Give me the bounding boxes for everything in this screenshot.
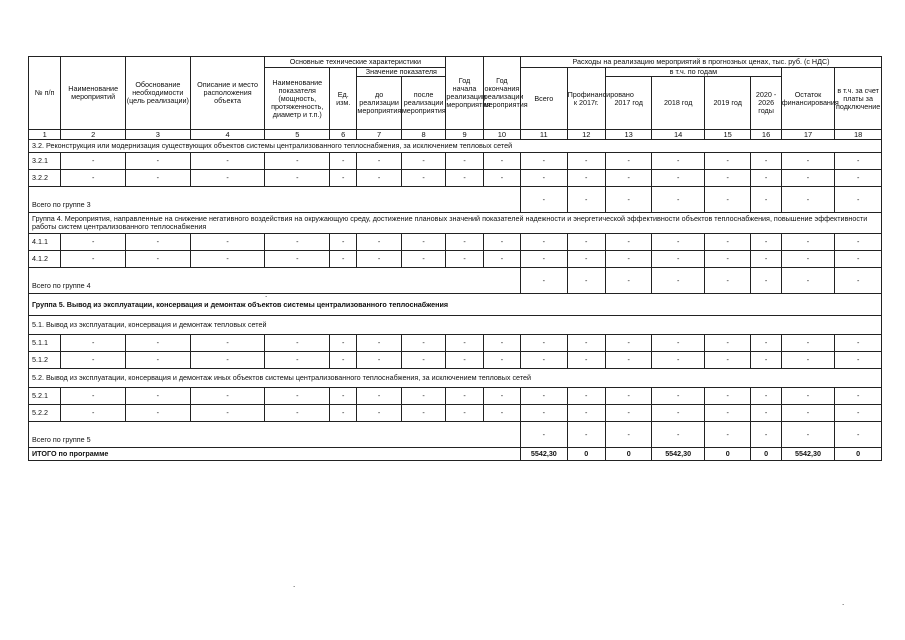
scan-speck: . [293, 580, 296, 589]
group-total-row [29, 268, 882, 294]
table-row [29, 405, 882, 422]
cell-dash: - [126, 170, 191, 187]
row-number: 4.1.2 [29, 251, 61, 268]
cell-dash: - [835, 422, 882, 448]
table-row [29, 234, 882, 251]
cell-dash: - [605, 335, 651, 352]
col-number: 4 [190, 130, 265, 140]
cell-dash: - [835, 352, 882, 369]
col-number: 1 [29, 130, 61, 140]
cell-dash: - [751, 352, 781, 369]
cell-dash: - [751, 153, 781, 170]
cell-dash: - [835, 187, 882, 213]
table-row [29, 170, 882, 187]
cell-dash: - [330, 170, 357, 187]
cell-dash: - [521, 234, 567, 251]
col-number: 13 [605, 130, 651, 140]
cell-dash: - [567, 268, 605, 294]
cell-dash: - [652, 422, 705, 448]
cell-dash: - [446, 352, 483, 369]
cell-dash: - [330, 388, 357, 405]
cell-dash: - [567, 187, 605, 213]
cell-dash: - [835, 268, 882, 294]
cell-dash: - [190, 170, 265, 187]
cell-dash: - [190, 335, 265, 352]
cell-dash: - [401, 388, 446, 405]
cell-dash: - [751, 335, 781, 352]
cell-dash: - [61, 405, 126, 422]
cell-dash: - [751, 234, 781, 251]
grand-total-value: 5542,30 [521, 448, 567, 461]
col-header-after: после реализации мероприятия [401, 77, 446, 130]
cell-dash: - [126, 251, 191, 268]
cell-dash: - [401, 352, 446, 369]
cell-dash: - [567, 234, 605, 251]
section-heading-5-2: 5.2. Вывод из эксплуатации, консервация и демонтаж иных объектов системы централизованного теплоснабжения, за исключением тепловых сетей [29, 369, 882, 388]
cell-dash: - [567, 153, 605, 170]
col-number: 14 [652, 130, 705, 140]
cell-dash: - [483, 234, 520, 251]
cell-dash: - [781, 335, 835, 352]
cell-dash: - [330, 335, 357, 352]
col-header-value-group: Значение показателя [357, 68, 446, 77]
cell-dash: - [126, 153, 191, 170]
cell-dash: - [835, 405, 882, 422]
cell-dash: - [190, 234, 265, 251]
row-number: 5.2.1 [29, 388, 61, 405]
cell-dash: - [61, 335, 126, 352]
cell-dash: - [704, 388, 750, 405]
cell-dash: - [835, 388, 882, 405]
cell-dash: - [567, 422, 605, 448]
cell-dash: - [605, 153, 651, 170]
cell-dash: - [190, 352, 265, 369]
cell-dash: - [357, 405, 401, 422]
cell-dash: - [357, 352, 401, 369]
cell-dash: - [61, 170, 126, 187]
col-header-indicator: Наименование показателя (мощность, протяженность, диаметр и т.п.) [265, 68, 330, 130]
col-number: 15 [704, 130, 750, 140]
col-number: 5 [265, 130, 330, 140]
cell-dash: - [704, 405, 750, 422]
cell-dash: - [330, 251, 357, 268]
cell-dash: - [704, 187, 750, 213]
cell-dash: - [330, 153, 357, 170]
cell-dash: - [446, 388, 483, 405]
cell-dash: - [605, 422, 651, 448]
col-number: 18 [835, 130, 882, 140]
cell-dash: - [483, 251, 520, 268]
cell-dash: - [357, 251, 401, 268]
grand-financed-value: 0 [567, 448, 605, 461]
cell-dash: - [781, 352, 835, 369]
cell-dash: - [835, 251, 882, 268]
cell-dash: - [190, 251, 265, 268]
cell-dash: - [781, 234, 835, 251]
grand-total-row [29, 448, 882, 461]
cell-dash: - [401, 405, 446, 422]
cell-dash: - [265, 153, 330, 170]
cell-dash: - [483, 388, 520, 405]
col-header-years-group: в т.ч. по годам [605, 68, 781, 77]
col-number: 17 [781, 130, 835, 140]
cell-dash: - [446, 405, 483, 422]
cell-dash: - [521, 187, 567, 213]
cell-dash: - [652, 187, 705, 213]
cell-dash: - [357, 234, 401, 251]
cell-dash: - [483, 170, 520, 187]
group-total-label: Всего по группе 3 [29, 187, 521, 213]
cell-dash: - [483, 153, 520, 170]
grand-total-label: ИТОГО по программе [29, 448, 521, 461]
section-heading-5-1: 5.1. Вывод из эксплуатации, консервация и демонтаж тепловых сетей [29, 316, 882, 335]
row-number: 3.2.1 [29, 153, 61, 170]
grand-2017-value: 0 [605, 448, 651, 461]
cell-dash: - [652, 352, 705, 369]
cell-dash: - [190, 153, 265, 170]
cell-dash: - [330, 234, 357, 251]
cell-dash: - [446, 251, 483, 268]
row-number: 4.1.1 [29, 234, 61, 251]
col-header-remaining: Остаток финансирования [781, 68, 835, 130]
cell-dash: - [446, 335, 483, 352]
cell-dash: - [265, 388, 330, 405]
col-number: 7 [357, 130, 401, 140]
cell-dash: - [61, 352, 126, 369]
cell-dash: - [521, 153, 567, 170]
cell-dash: - [61, 251, 126, 268]
cell-dash: - [751, 187, 781, 213]
cell-dash: - [357, 335, 401, 352]
cell-dash: - [357, 153, 401, 170]
cell-dash: - [781, 153, 835, 170]
cell-dash: - [567, 405, 605, 422]
cell-dash: - [567, 352, 605, 369]
cell-dash: - [61, 153, 126, 170]
cell-dash: - [704, 170, 750, 187]
col-number: 10 [483, 130, 520, 140]
cell-dash: - [190, 388, 265, 405]
cell-dash: - [751, 251, 781, 268]
group-total-label: Всего по группе 5 [29, 422, 521, 448]
group-total-label: Всего по группе 4 [29, 268, 521, 294]
cell-dash: - [751, 422, 781, 448]
col-number: 6 [330, 130, 357, 140]
scan-speck: . [842, 598, 845, 607]
cell-dash: - [446, 234, 483, 251]
cell-dash: - [521, 388, 567, 405]
cell-dash: - [401, 335, 446, 352]
table-row [29, 251, 882, 268]
cell-dash: - [126, 335, 191, 352]
cell-dash: - [61, 234, 126, 251]
grand-2018-value: 5542,30 [652, 448, 705, 461]
col-header-2017: 2017 год [605, 77, 651, 130]
cell-dash: - [521, 422, 567, 448]
cell-dash: - [521, 352, 567, 369]
cell-dash: - [357, 388, 401, 405]
cell-dash: - [401, 234, 446, 251]
col-number: 2 [61, 130, 126, 140]
cell-dash: - [652, 405, 705, 422]
cell-dash: - [605, 187, 651, 213]
cell-dash: - [401, 251, 446, 268]
col-header-before: до реализации мероприятия [357, 77, 401, 130]
table-row [29, 335, 882, 352]
col-header-justification: Обоснование необходимости (цель реализации) [126, 57, 191, 130]
cell-dash: - [751, 170, 781, 187]
table-row [29, 352, 882, 369]
cell-dash: - [483, 352, 520, 369]
cell-dash: - [521, 268, 567, 294]
cell-dash: - [265, 170, 330, 187]
cell-dash: - [605, 405, 651, 422]
group-total-row [29, 187, 882, 213]
cell-dash: - [190, 405, 265, 422]
cell-dash: - [605, 170, 651, 187]
cell-dash: - [652, 388, 705, 405]
table-header [29, 57, 882, 140]
cell-dash: - [521, 405, 567, 422]
cell-dash: - [605, 234, 651, 251]
cell-dash: - [652, 170, 705, 187]
table-row [29, 388, 882, 405]
cell-dash: - [605, 251, 651, 268]
col-header-connection: в т.ч. за счет платы за подключение [835, 68, 882, 130]
investment-program-table [28, 56, 882, 461]
cell-dash: - [567, 251, 605, 268]
cell-dash: - [781, 422, 835, 448]
cell-dash: - [704, 234, 750, 251]
cell-dash: - [605, 352, 651, 369]
cell-dash: - [330, 405, 357, 422]
cell-dash: - [521, 251, 567, 268]
col-header-2020-2026: 2020 - 2026 годы [751, 77, 781, 130]
row-number: 5.1.2 [29, 352, 61, 369]
row-number: 3.2.2 [29, 170, 61, 187]
col-header-start-year: Год начала реализации мероприятия [446, 57, 483, 130]
cell-dash: - [567, 335, 605, 352]
cell-dash: - [265, 251, 330, 268]
col-header-2018: 2018 год [652, 77, 705, 130]
col-header-2019: 2019 год [704, 77, 750, 130]
cell-dash: - [126, 405, 191, 422]
cell-dash: - [605, 268, 651, 294]
cell-dash: - [567, 388, 605, 405]
col-number: 3 [126, 130, 191, 140]
col-header-total: Всего [521, 68, 567, 130]
col-header-financed: Профинансировано к 2017г. [567, 68, 605, 130]
section-heading-3-2: 3.2. Реконструкция или модернизация существующих объектов системы централизованного теплоснабжения, за исключением тепловых сетей [29, 140, 882, 153]
col-header-number: № п/п [29, 57, 61, 130]
group-total-row [29, 422, 882, 448]
cell-dash: - [704, 335, 750, 352]
cell-dash: - [781, 388, 835, 405]
cell-dash: - [330, 352, 357, 369]
col-number: 11 [521, 130, 567, 140]
col-number: 9 [446, 130, 483, 140]
grand-remaining-value: 5542,30 [781, 448, 835, 461]
grand-connection-value: 0 [835, 448, 882, 461]
col-header-name: Наименование мероприятий [61, 57, 126, 130]
cell-dash: - [781, 170, 835, 187]
cell-dash: - [126, 352, 191, 369]
cell-dash: - [652, 234, 705, 251]
cell-dash: - [652, 335, 705, 352]
col-header-tech-group: Основные технические характеристики [265, 57, 446, 68]
cell-dash: - [835, 153, 882, 170]
cell-dash: - [652, 251, 705, 268]
cell-dash: - [265, 335, 330, 352]
cell-dash: - [605, 388, 651, 405]
cell-dash: - [446, 153, 483, 170]
cell-dash: - [704, 251, 750, 268]
column-number-row [29, 130, 882, 140]
section-heading-group-5: Группа 5. Вывод из эксплуатации, консервация и демонтаж объектов системы централизованного теплоснабжения [29, 294, 882, 316]
cell-dash: - [835, 335, 882, 352]
cell-dash: - [835, 234, 882, 251]
grand-2019-value: 0 [704, 448, 750, 461]
cell-dash: - [652, 153, 705, 170]
cell-dash: - [835, 170, 882, 187]
cell-dash: - [781, 251, 835, 268]
cell-dash: - [357, 170, 401, 187]
cell-dash: - [751, 268, 781, 294]
cell-dash: - [61, 388, 126, 405]
cell-dash: - [781, 187, 835, 213]
cell-dash: - [781, 405, 835, 422]
cell-dash: - [483, 335, 520, 352]
col-number: 16 [751, 130, 781, 140]
cell-dash: - [751, 388, 781, 405]
col-header-cost-group: Расходы на реализацию мероприятий в прогнозных ценах, тыс. руб. (с НДС) [521, 57, 882, 68]
cell-dash: - [401, 170, 446, 187]
cell-dash: - [704, 422, 750, 448]
cell-dash: - [265, 405, 330, 422]
cell-dash: - [781, 268, 835, 294]
row-number: 5.2.2 [29, 405, 61, 422]
col-header-end-year: Год окончания реализации мероприятия [483, 57, 520, 130]
cell-dash: - [704, 268, 750, 294]
cell-dash: - [265, 234, 330, 251]
cell-dash: - [126, 388, 191, 405]
investment-program-table-container [28, 56, 882, 461]
cell-dash: - [483, 405, 520, 422]
col-number: 8 [401, 130, 446, 140]
cell-dash: - [652, 268, 705, 294]
col-number: 12 [567, 130, 605, 140]
cell-dash: - [265, 352, 330, 369]
col-header-unit: Ед. изм. [330, 68, 357, 130]
cell-dash: - [126, 234, 191, 251]
cell-dash: - [521, 335, 567, 352]
col-header-description: Описание и место расположения объекта [190, 57, 265, 130]
cell-dash: - [751, 405, 781, 422]
cell-dash: - [704, 153, 750, 170]
grand-2020-2026-value: 0 [751, 448, 781, 461]
cell-dash: - [704, 352, 750, 369]
cell-dash: - [567, 170, 605, 187]
cell-dash: - [446, 170, 483, 187]
cell-dash: - [401, 153, 446, 170]
scan-speck: . [265, 290, 268, 299]
table-body [29, 140, 882, 461]
row-number: 5.1.1 [29, 335, 61, 352]
cell-dash: - [521, 170, 567, 187]
section-heading-group-4: Группа 4. Мероприятия, направленные на снижение негативного воздействия на окружающую среду, достижение плановых значений показателей надежности и энергетической эффективности объектов теплоснабжения, повышение эффективности работы систем централизованного теплоснабжения [29, 213, 882, 234]
table-row [29, 153, 882, 170]
